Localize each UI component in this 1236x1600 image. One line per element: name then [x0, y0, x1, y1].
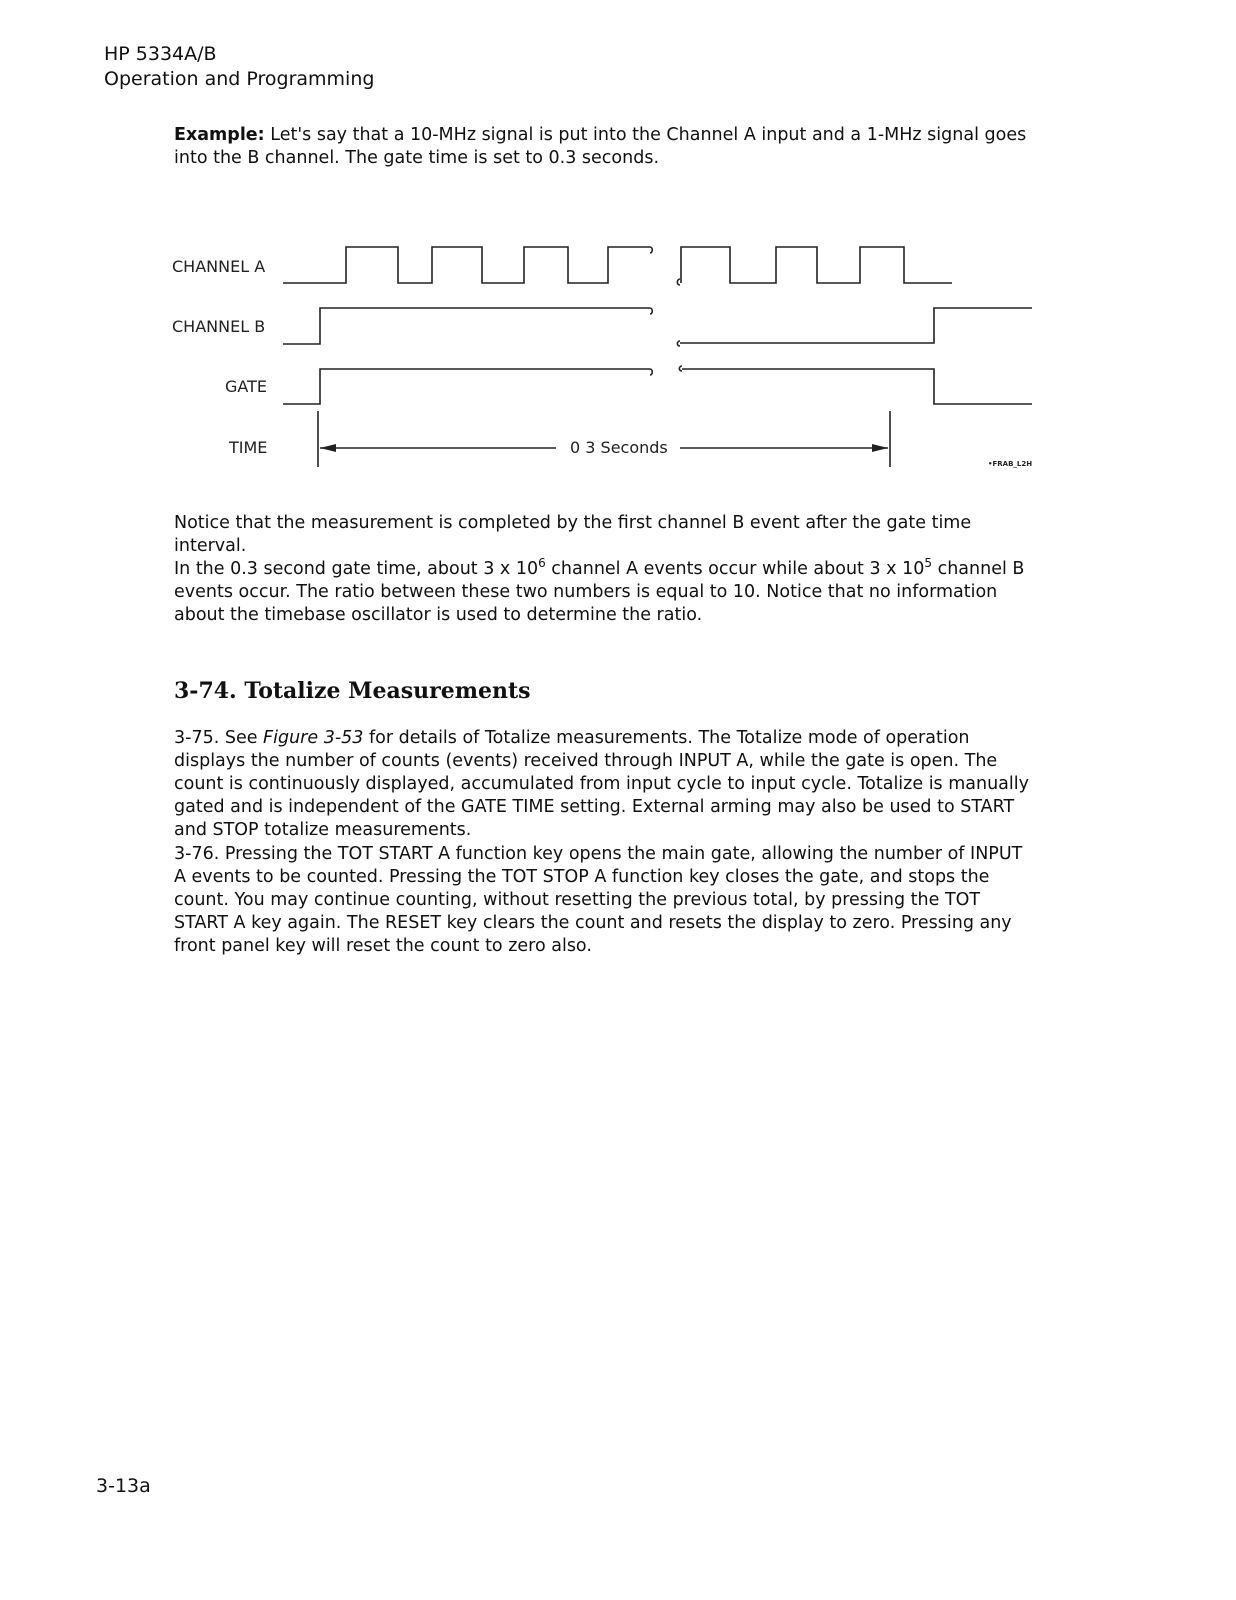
notice-paragraph	[174, 512, 1036, 558]
example-text: Let's say that a 10-MHz signal is put into the Channel A input and a 1-MHz signal goes into the B channel. The gate time is set to 0.3 seconds.	[174, 125, 1027, 168]
p375-lead: 3-75. See	[174, 728, 264, 748]
channel-a-waveform-left	[283, 247, 650, 283]
time-arrow-right	[872, 444, 888, 452]
page-number: 3-13a	[96, 1475, 151, 1497]
time-arrow-left	[320, 444, 336, 452]
events-text-2: channel A events occur while about 3 x 10	[545, 559, 925, 579]
channel-b-waveform-left	[283, 308, 650, 344]
example-paragraph	[174, 124, 1036, 170]
gate-label: GATE	[225, 377, 267, 396]
timing-diagram	[160, 235, 1040, 475]
notice-text: Notice that the measurement is completed by the first channel B event after the gate time interval.	[174, 513, 972, 556]
gate-break-mark	[650, 369, 652, 375]
channel-a-break-mark	[650, 247, 652, 253]
events-text-3: channel B events occur. The ratio between these two numbers is equal to 10. Notice that no information about the timebase oscillator is used to determine the ratio.	[174, 559, 1025, 625]
channel-b-waveform-right	[680, 308, 1032, 343]
time-span-label: 0 3 Seconds	[570, 438, 668, 457]
channel-a-waveform-right	[681, 247, 952, 283]
channel-a-label: CHANNEL A	[172, 257, 266, 276]
gate-waveform-right	[682, 369, 1032, 404]
gate-resume-mark	[679, 366, 682, 371]
time-label: TIME	[229, 438, 268, 457]
paragraph-3-75	[174, 727, 1036, 842]
example-lead: Example:	[174, 125, 265, 145]
paragraph-3-76	[174, 843, 1036, 958]
gate-waveform-left	[283, 369, 650, 404]
section-subtitle: Operation and Programming	[104, 68, 375, 90]
channel-b-label: CHANNEL B	[172, 317, 266, 336]
events-exponent-b: 5	[924, 556, 933, 570]
section-heading: 3-74. Totalize Measurements	[174, 678, 531, 704]
events-exponent-a: 6	[538, 556, 546, 570]
channel-a-resume-mark	[677, 279, 680, 285]
events-text-1: In the 0.3 second gate time, about 3 x 10	[174, 559, 539, 579]
model-title: HP 5334A/B	[104, 43, 217, 65]
p375-text: for details of Totalize measurements. The Totalize mode of operation displays the number of counts (events) received through INPUT A, while the gate is open. The count is continuously displayed, accumulated from input cycle to input cycle. Totalize is manually gated and is independent of the GATE TIME setting. External arming may also be used to START and STOP totalize measurements.	[174, 728, 1029, 840]
events-paragraph	[174, 558, 1036, 627]
channel-b-break-mark	[650, 308, 652, 314]
page-header	[104, 42, 374, 92]
p376-text: 3-76. Pressing the TOT START A function key opens the main gate, allowing the number of INPUT A events to be counted. Pressing the TOT STOP A function key closes the gate, and stops the count. You may continue counting, without resetting the previous total, by pressing the TOT START A key again. The RESET key clears the count and resets the display to zero. Pressing any front panel key will reset the count to zero also.	[174, 844, 1023, 956]
figure-code: •FRAB_L2H	[988, 460, 1033, 468]
channel-b-resume-mark	[677, 341, 680, 346]
figure-reference: Figure 3-53	[263, 728, 364, 748]
